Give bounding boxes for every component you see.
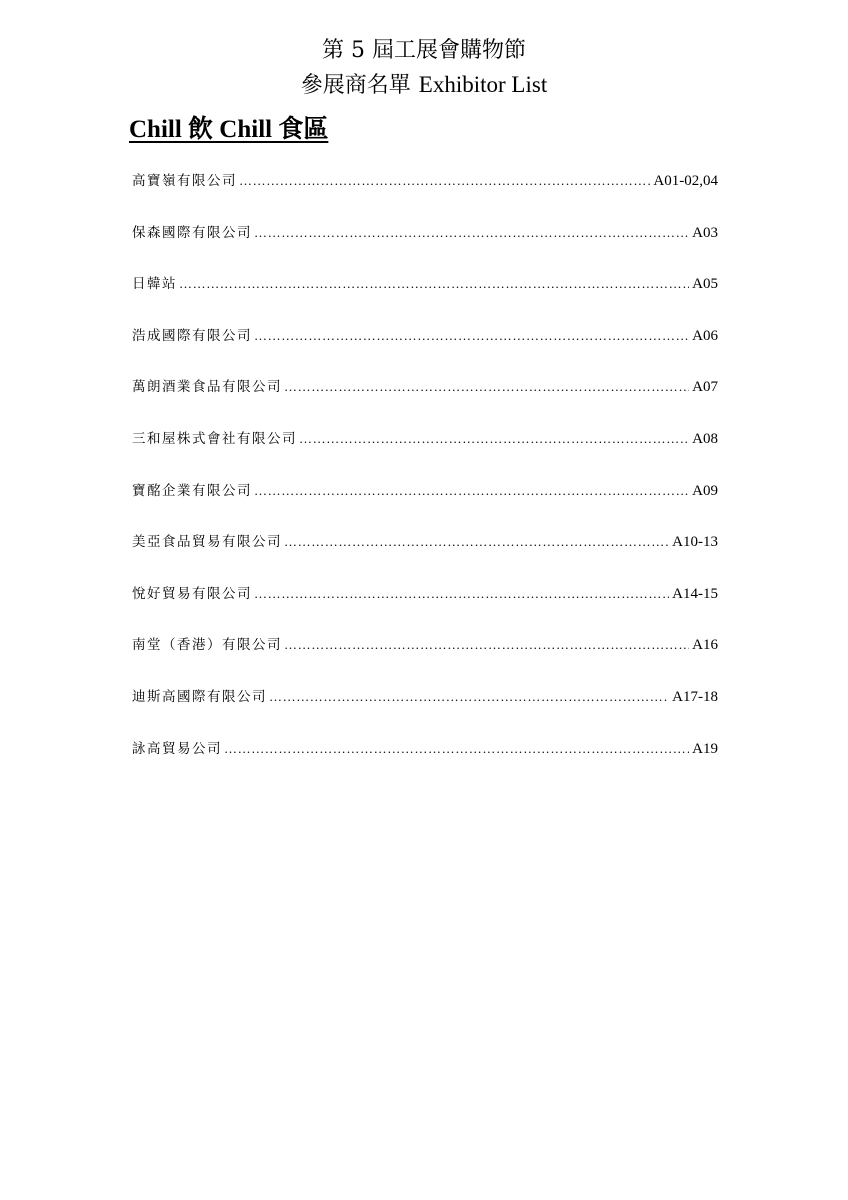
exhibitor-list [132,166,718,785]
exhibitor-row [132,579,718,631]
exhibitor-row [132,321,718,373]
exhibitor-name: 浩成國際有限公司 [132,327,252,344]
booth-code: A08 [692,430,718,447]
page-title [0,34,848,68]
exhibitor-row [132,630,718,682]
booth-code: A07 [692,379,718,396]
leader-dots [284,527,669,557]
section-heading: Chill 飲 Chill 食區 [129,116,329,143]
leader-dots [239,166,650,196]
exhibitor-name: 詠高貿易公司 [132,740,222,757]
exhibitor-row [132,166,718,218]
exhibitor-name: 美亞食品貿易有限公司 [132,534,282,551]
exhibitor-name: 南堂（香港）有限公司 [132,637,282,654]
exhibitor-name: 保森國際有限公司 [132,224,252,241]
leader-dots [254,579,669,609]
booth-code: A10-13 [672,534,718,551]
booth-code: A09 [692,482,718,499]
exhibitor-name: 高寶嶺有限公司 [132,173,237,189]
exhibitor-row [132,734,718,786]
booth-code: A01-02,04 [653,173,718,189]
leader-dots [284,630,689,660]
exhibitor-name: 迪斯高國際有限公司 [132,688,267,705]
exhibitor-row [132,372,718,424]
exhibitor-name: 寶酩企業有限公司 [132,482,252,499]
subtitle-zh: 參展商名單 [300,73,411,98]
page-header [0,34,848,103]
booth-code: A03 [692,224,718,241]
exhibitor-name: 萬朗酒業食品有限公司 [132,379,282,396]
exhibitor-row [132,269,718,321]
leader-dots [299,424,689,454]
leader-dots [179,269,689,299]
exhibitor-row [132,476,718,528]
subtitle-en: Exhibitor List [418,72,548,97]
leader-dots [254,321,689,351]
leader-dots [224,734,689,764]
exhibitor-name: 日韓站 [132,276,177,293]
booth-code: A16 [692,637,718,654]
booth-code: A19 [692,740,718,757]
leader-dots [284,372,689,402]
booth-code: A05 [692,276,718,293]
event-title: 第 5 屆工展會購物節 [322,38,526,63]
exhibitor-row [132,682,718,734]
leader-dots [269,682,669,712]
leader-dots [254,476,689,506]
booth-code: A14-15 [672,585,718,602]
leader-dots [254,218,689,248]
booth-code: A06 [692,327,718,344]
booth-code: A17-18 [672,688,718,705]
page-subtitle [0,68,848,103]
exhibitor-name: 三和屋株式會社有限公司 [132,430,297,447]
exhibitor-name: 悅好貿易有限公司 [132,585,252,602]
exhibitor-row [132,218,718,270]
exhibitor-row [132,424,718,476]
exhibitor-row [132,527,718,579]
